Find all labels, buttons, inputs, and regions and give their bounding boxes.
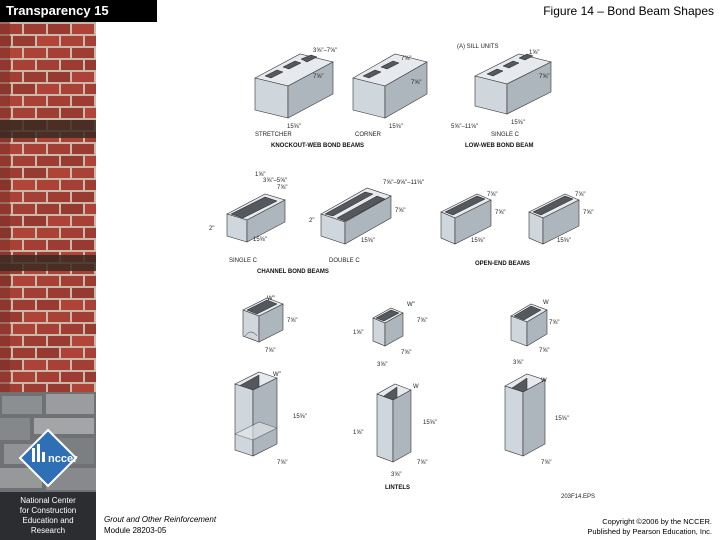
brick	[48, 144, 70, 154]
org-name	[6, 496, 90, 536]
publisher-text: Published by Pearson Education, Inc.	[587, 527, 712, 536]
dim-label: 1⅝"	[353, 430, 364, 436]
dim-label: 15⅝"	[471, 238, 485, 244]
brick	[37, 372, 59, 382]
brick	[72, 168, 94, 178]
brick	[37, 84, 59, 94]
brick	[37, 228, 59, 238]
bond-beam-figure	[205, 36, 605, 506]
dim-label: W"	[267, 296, 275, 302]
brick	[24, 312, 46, 322]
brick	[13, 84, 35, 94]
brick	[24, 48, 46, 58]
org-line: Education and	[22, 516, 74, 525]
brick	[72, 288, 94, 298]
brick	[24, 216, 46, 226]
dim-label: 15⅝"	[361, 238, 375, 244]
dim-label: 7⅝"	[417, 318, 428, 324]
dim-label: 7⅝"	[495, 210, 506, 216]
dim-label: 15⅝"	[423, 420, 437, 426]
dim-label: 15⅝"	[253, 237, 267, 243]
brick	[24, 24, 46, 34]
sill-block	[475, 54, 551, 114]
dim-label: 7⅝"	[401, 350, 412, 356]
brick	[85, 348, 96, 358]
module-title: Grout and Other Reinforcement	[104, 515, 217, 524]
caption-channel-bond: CHANNEL BOND BEAMS	[257, 269, 329, 275]
dim-label: W"	[273, 372, 281, 378]
brick	[72, 96, 94, 106]
dim-label: 7⅝"–9⅝"–11⅝"	[383, 180, 424, 186]
brick	[24, 288, 46, 298]
caption-open-end: OPEN-END BEAMS	[475, 261, 531, 267]
brick	[48, 216, 70, 226]
dim-label: 3⅝"	[513, 360, 524, 366]
brick	[85, 180, 96, 190]
corner-block	[353, 54, 427, 118]
brick	[72, 360, 94, 370]
brick	[85, 60, 96, 70]
dim-label: 7⅝"	[395, 208, 406, 214]
sidebar-brick-wall	[0, 0, 96, 540]
brick	[61, 108, 83, 118]
brick	[24, 360, 46, 370]
brick	[72, 384, 94, 392]
dim-label: W	[541, 378, 547, 384]
module-info	[104, 514, 216, 536]
brick	[48, 336, 70, 346]
brick	[61, 276, 83, 286]
brick	[85, 324, 96, 334]
brick	[85, 84, 96, 94]
dim-label: 7⅝"	[539, 348, 550, 354]
brick	[48, 360, 70, 370]
brick	[72, 336, 94, 346]
dim-label: 1⅝"	[255, 172, 266, 178]
brick	[61, 36, 83, 46]
brick	[24, 192, 46, 202]
brick	[37, 276, 59, 286]
dim-label: 5⅝"–11⅝"	[451, 124, 479, 130]
brick	[37, 324, 59, 334]
dim-label: 3⅝"–5⅝"	[263, 178, 288, 184]
brick	[48, 240, 70, 250]
lintel-tall-3	[505, 374, 545, 456]
brick	[13, 204, 35, 214]
brick	[37, 300, 59, 310]
dim-label: W	[413, 384, 419, 390]
brick	[48, 96, 70, 106]
brick	[13, 156, 35, 166]
dim-label: W	[543, 300, 549, 306]
brick	[85, 276, 96, 286]
transparency-label: Transparency 15	[0, 0, 157, 22]
dim-label: 7⅝"	[313, 74, 324, 80]
brick	[85, 300, 96, 310]
logo-text: nccer	[48, 453, 78, 465]
brick	[37, 60, 59, 70]
brick	[61, 300, 83, 310]
dim-label: 15⅝"	[389, 124, 403, 130]
brick	[85, 36, 96, 46]
brick	[13, 60, 35, 70]
brick	[72, 312, 94, 322]
caption-stretcher: STRETCHER	[255, 132, 292, 138]
lintel-tall-2	[377, 384, 411, 462]
brick	[48, 48, 70, 58]
dim-label: 3⅝"	[377, 362, 388, 368]
lintel-small-2	[373, 308, 403, 346]
brick	[48, 288, 70, 298]
brick	[61, 372, 83, 382]
stretcher-block	[255, 54, 333, 118]
channel-double-c-block	[321, 188, 391, 244]
brick	[13, 300, 35, 310]
brick	[72, 24, 94, 34]
brick-wall-image	[0, 0, 96, 392]
org-line: National Center	[20, 496, 76, 505]
brick	[13, 276, 35, 286]
brick	[61, 348, 83, 358]
brick	[24, 96, 46, 106]
brick	[37, 204, 59, 214]
org-line: Research	[30, 526, 66, 535]
brick	[24, 336, 46, 346]
dim-label: 7⅝"	[411, 80, 422, 86]
dim-label: 7⅝"	[277, 460, 288, 466]
brick	[37, 156, 59, 166]
brick	[85, 156, 96, 166]
dim-label: 15⅝"	[287, 124, 301, 130]
lintel-tall-1	[235, 372, 277, 456]
brick	[13, 180, 35, 190]
brick	[72, 144, 94, 154]
brick	[48, 192, 70, 202]
dim-label: 7⅝"	[539, 74, 550, 80]
dim-label: 7⅝"	[287, 318, 298, 324]
dim-label: 7⅝"	[549, 320, 560, 326]
brick	[13, 348, 35, 358]
lintel-small-3	[511, 304, 547, 346]
dim-label: 1⅝"	[529, 50, 540, 56]
module-code: Module 28203-05	[104, 526, 167, 535]
open-end-beam-1	[441, 194, 491, 244]
brick	[48, 312, 70, 322]
brick	[24, 168, 46, 178]
brick	[85, 372, 96, 382]
brick	[85, 108, 96, 118]
brick	[24, 384, 46, 392]
brick	[48, 168, 70, 178]
caption-single-c: SINGLE C	[491, 132, 520, 138]
brick	[24, 72, 46, 82]
brick	[85, 228, 96, 238]
brick	[13, 372, 35, 382]
caption-corner: CORNER	[355, 132, 382, 138]
dim-label: 15⅝"	[511, 120, 525, 126]
brick	[61, 180, 83, 190]
dim-label: 1⅝"	[353, 330, 364, 336]
brick	[13, 228, 35, 238]
brick	[72, 48, 94, 58]
figure-code: 203F14.EPS	[561, 494, 596, 500]
sill-units-label: (A) SILL UNITS	[457, 44, 499, 50]
dim-label: 7⅝"	[487, 192, 498, 198]
brick	[13, 324, 35, 334]
dim-label: 7⅝"	[583, 210, 594, 216]
brick	[61, 324, 83, 334]
caption-knockout-web: KNOCKOUT-WEB BOND BEAMS	[271, 143, 364, 149]
dim-label: 7⅝"	[265, 348, 276, 354]
brick	[48, 72, 70, 82]
brick	[61, 228, 83, 238]
copyright-block	[587, 517, 712, 537]
brick	[24, 240, 46, 250]
brick	[61, 84, 83, 94]
dim-label: 7⅝"	[417, 460, 428, 466]
dim-label: 2"	[309, 218, 315, 224]
caption-lintels: LINTELS	[385, 485, 410, 491]
dim-label: 3⅝"	[391, 472, 402, 478]
dim-label: 15⅝"	[555, 416, 569, 422]
brick	[72, 192, 94, 202]
brick	[48, 384, 70, 392]
brick	[72, 240, 94, 250]
brick	[48, 24, 70, 34]
dim-label: W"	[407, 302, 415, 308]
brick	[85, 204, 96, 214]
brick	[37, 348, 59, 358]
lintel-small-1	[243, 298, 283, 342]
dim-label: 7⅝"	[277, 185, 288, 191]
dim-label: 2"	[209, 226, 215, 232]
dim-label: 15⅝"	[557, 238, 571, 244]
brick	[37, 36, 59, 46]
dim-label: 7⅝"	[401, 56, 412, 62]
org-line: for Construction	[19, 506, 77, 515]
brick	[37, 108, 59, 118]
dim-label: 7⅝"	[575, 192, 586, 198]
brick	[13, 108, 35, 118]
figure-title: Figure 14 – Bond Beam Shapes	[543, 4, 714, 18]
dim-label: 15⅝"	[293, 414, 307, 420]
brick	[72, 216, 94, 226]
caption-double-c: DOUBLE C	[329, 258, 360, 264]
caption-single-c: SINGLE C	[229, 258, 258, 264]
brick	[61, 60, 83, 70]
nccer-logo	[18, 428, 78, 488]
open-end-beam-2	[529, 194, 579, 244]
brick	[61, 204, 83, 214]
copyright-text: Copyright ©2006 by the NCCER.	[602, 517, 712, 526]
brick	[72, 72, 94, 82]
brick	[24, 144, 46, 154]
brick	[37, 180, 59, 190]
brick	[13, 36, 35, 46]
channel-single-c-block	[227, 194, 285, 242]
caption-low-web: LOW-WEB BOND BEAM	[465, 143, 534, 149]
brick	[61, 156, 83, 166]
dim-label: 3⅝"–7⅝"	[313, 48, 338, 54]
dim-label: 7⅝"	[541, 460, 552, 466]
